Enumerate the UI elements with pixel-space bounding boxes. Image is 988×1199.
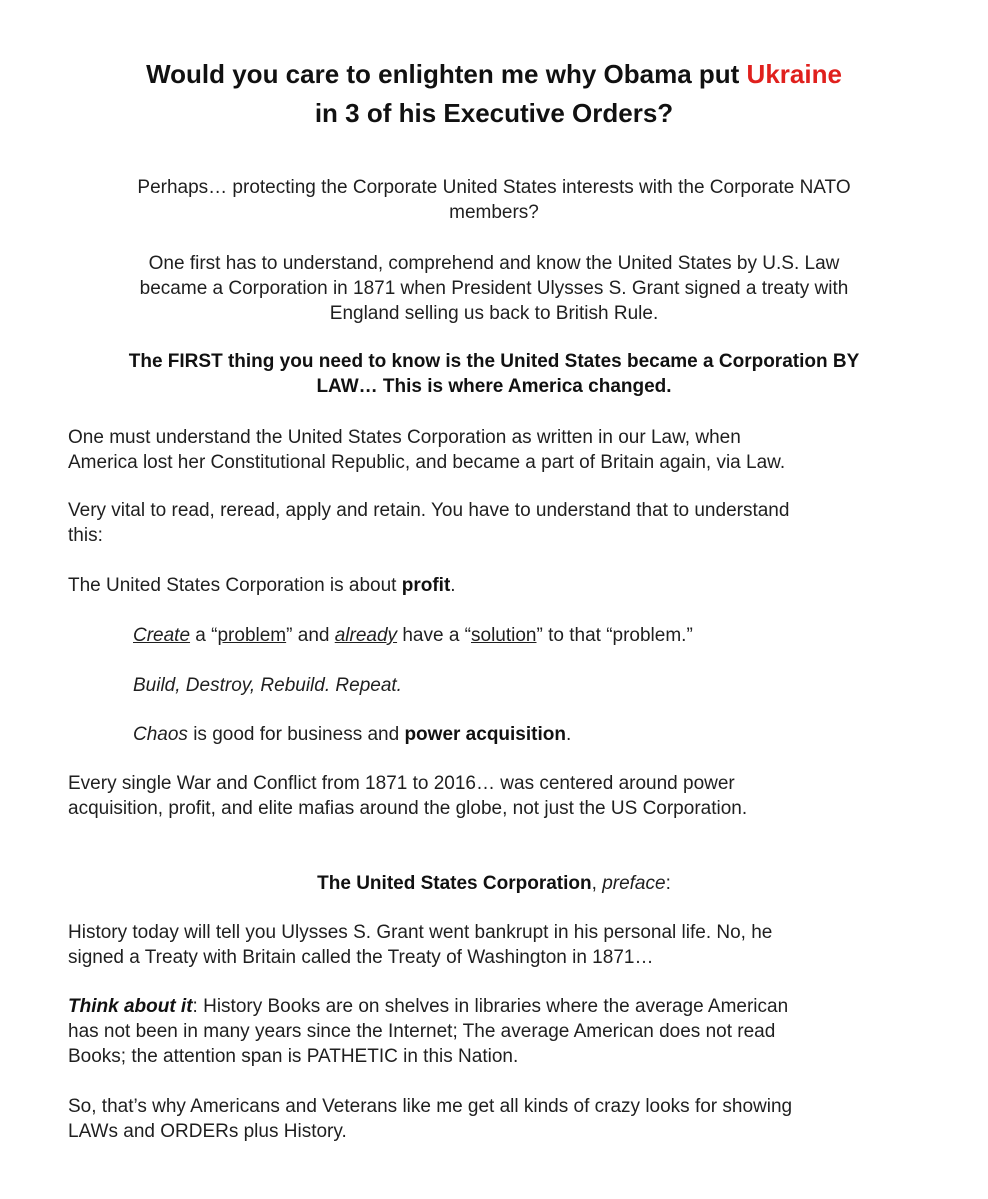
understand-line: One first has to understand, comprehend and know the United States by U.S. Law [148,253,840,274]
understand-line: England selling us back to British Rule. [329,303,659,324]
must-understand-paragraph [68,425,948,475]
war-line: Every single War and Conflict from 1871 to 2016… was centered around power [68,773,735,794]
profit-bold: profit [401,575,451,596]
understand-paragraph [40,251,948,326]
war-line: acquisition, profit, and elite mafias around the globe, not just the US Corporation. [68,798,748,819]
must-line: One must understand the United States Corporation as written in our Law, when [68,427,741,448]
history-line: signed a Treaty with Britain called the Treaty of Washington in 1871… [68,947,654,968]
create-text: a “ [190,625,218,646]
intro-line: members? [449,202,539,223]
war-paragraph [68,771,948,821]
preface-heading-bold: The United States Corporation [317,873,592,894]
create-line [133,623,948,648]
create-text: ” and [286,625,335,646]
think-paragraph [68,994,948,1069]
already-word: already [334,625,398,646]
preface-end: : [665,873,671,894]
title-highlight: Ukraine [746,59,842,89]
so-paragraph [68,1094,948,1144]
vital-line: this: [68,525,103,546]
vital-line: Very vital to read, reread, apply and retain. You have to understand that to understand [68,500,790,521]
title-text-line2: in 3 of his Executive Orders? [314,98,674,128]
think-line: : History Books are on shelves in libraries where the average American [192,996,789,1017]
build-line: Build, Destroy, Rebuild. Repeat. [133,675,402,696]
first-thing-paragraph [40,349,948,399]
profit-line [68,573,948,598]
create-text: have a “ [397,625,471,646]
power-acquisition-bold: power acquisition [404,724,566,745]
chaos-text: is good for business and [187,724,405,745]
chaos-line [133,722,948,747]
must-line: America lost her Constitutional Republic, and became a part of Britain again, via Law. [68,452,786,473]
so-line: LAWs and ORDERs plus History. [68,1121,347,1142]
preface-word: preface [602,873,666,894]
preface-heading [40,871,948,896]
history-line: History today will tell you Ulysses S. Grant went bankrupt in his personal life. No, he [68,922,773,943]
profit-text: The United States Corporation is about [68,575,402,596]
think-lead: Think about it [68,996,193,1017]
chaos-word: Chaos [133,724,188,745]
create-word: Create [133,625,191,646]
think-line: Books; the attention span is PATHETIC in this Nation. [68,1046,519,1067]
vital-paragraph [68,498,948,548]
history-paragraph [68,920,948,970]
create-text: ” to that “problem.” [536,625,693,646]
intro-paragraph [40,175,948,225]
problem-word: problem [217,625,287,646]
document-title [40,55,948,133]
first-thing-line: The FIRST thing you need to know is the United States became a Corporation BY [128,351,860,372]
think-line: has not been in many years since the Internet; The average American does not read [68,1021,776,1042]
preface-sep: , [591,873,603,894]
first-thing-line: LAW… This is where America changed. [316,376,672,397]
intro-line: Perhaps… protecting the Corporate United States interests with the Corporate NATO [137,177,851,198]
title-text: Would you care to enlighten me why Obama put [146,59,747,89]
solution-word: solution [471,625,537,646]
chaos-end: . [565,724,572,745]
so-line: So, that’s why Americans and Veterans like me get all kinds of crazy looks for showing [68,1096,793,1117]
understand-line: became a Corporation in 1871 when President Ulysses S. Grant signed a treaty with [139,278,849,299]
profit-end: . [450,575,456,596]
